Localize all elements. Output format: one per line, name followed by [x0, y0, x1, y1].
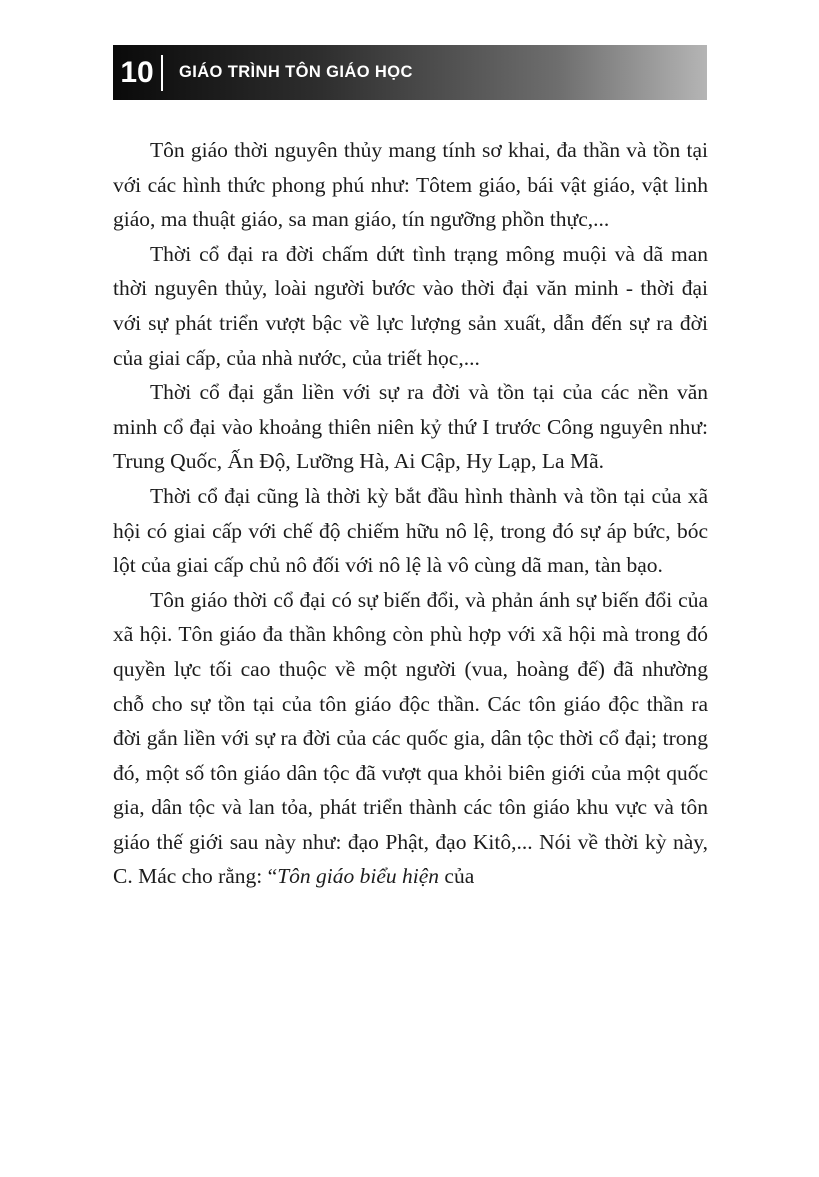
paragraph	[113, 133, 708, 237]
page-header	[113, 45, 707, 100]
paragraph	[113, 375, 708, 479]
paragraph	[113, 237, 708, 375]
paragraph	[113, 583, 708, 894]
paragraph-text: Tôn giáo thời cổ đại có sự biến đổi, và phản ánh sự biến đổi của xã hội. Tôn giáo đa thần không còn phù hợp với xã hội mà trong đó quyền lực tối cao thuộc về một người (vua, hoàng đế) đã nhường chỗ cho sự tồn tại của tôn giáo độc thần. Các tôn giáo độc thần ra đời gắn liền với sự ra đời của các quốc gia, dân tộc thời cổ đại; trong đó, một số tôn giáo dân tộc đã vượt qua khỏi biên giới của một quốc gia, dân tộc và lan tỏa, phát triển thành các tôn giáo khu vực và tôn giáo thế giới sau này như: đạo Phật, đạo Kitô,... Nói về thời kỳ này, C. Mác cho rằng: “	[113, 587, 708, 889]
paragraph	[113, 479, 708, 583]
body-text	[113, 133, 708, 894]
paragraph-text: của	[439, 864, 475, 889]
page-number: 10	[120, 55, 154, 89]
book-title: GIÁO TRÌNH TÔN GIÁO HỌC	[179, 63, 413, 81]
header-divider	[161, 55, 163, 91]
paragraph-text: Tôn giáo thời nguyên thủy mang tính sơ khai, đa thần và tồn tại với các hình thức phong phú như: Tôtem giáo, bái vật giáo, vật linh giáo, ma thuật giáo, sa man giáo, tín ngưỡng phồn thực,...	[113, 138, 708, 232]
paragraph-text: Thời cổ đại ra đời chấm dứt tình trạng mông muội và dã man thời nguyên thủy, loài người bước vào thời đại văn minh - thời đại với sự phát triển vượt bậc về lực lượng sản xuất, dẫn đến sự ra đời của giai cấp, của nhà nước, của triết học,...	[113, 241, 708, 370]
paragraph-text: Thời cổ đại gắn liền với sự ra đời và tồn tại của các nền văn minh cổ đại vào khoảng thiên niên kỷ thứ I trước Công nguyên như: Trung Quốc, Ấn Độ, Lưỡng Hà, Ai Cập, Hy Lạp, La Mã.	[113, 380, 708, 474]
quoted-italic-text: Tôn giáo biểu hiện	[277, 864, 440, 889]
paragraph-text: Thời cổ đại cũng là thời kỳ bắt đầu hình thành và tồn tại của xã hội có giai cấp với chế độ chiếm hữu nô lệ, trong đó sự áp bức, bóc lột của giai cấp chủ nô đối với nô lệ là vô cùng dã man, tàn bạo.	[113, 483, 708, 578]
